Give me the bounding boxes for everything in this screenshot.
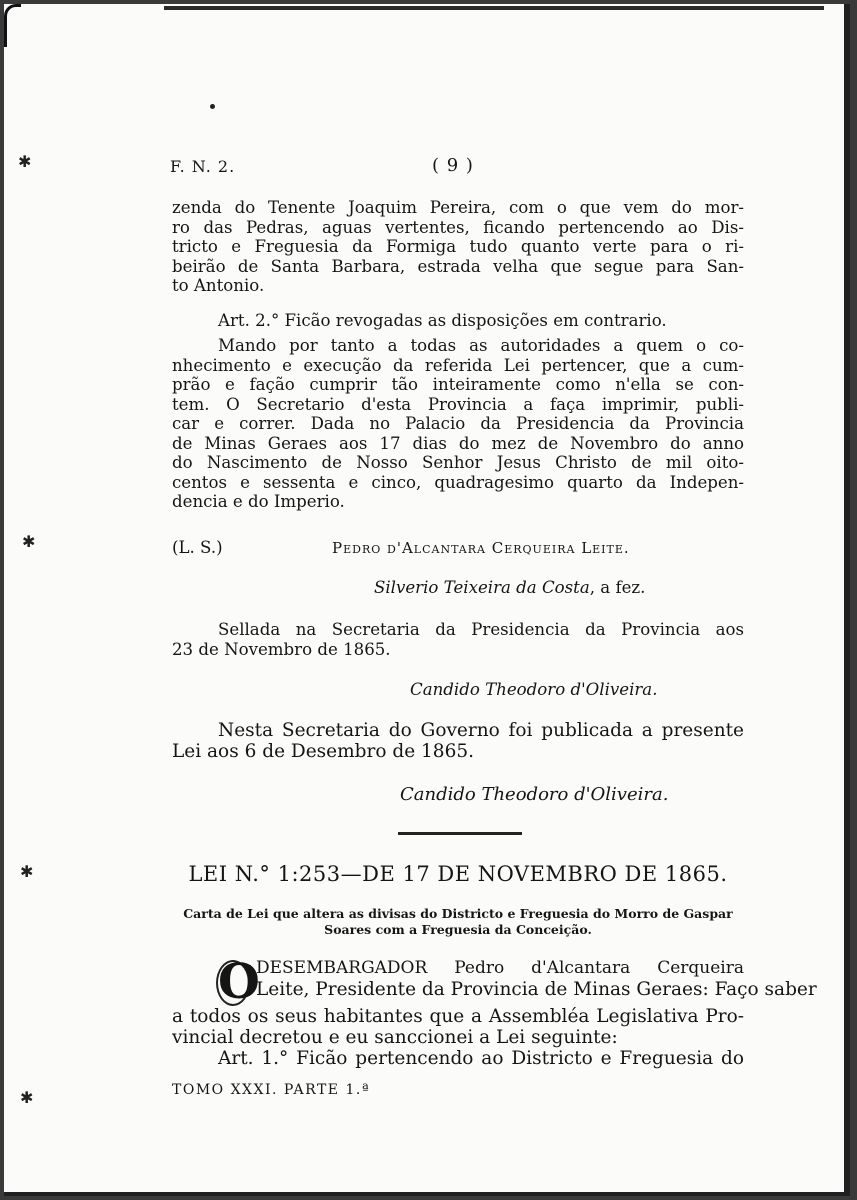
text-line: DESEMBARGADOR Pedro d'Alcantara Cerqueira: [256, 958, 744, 978]
margin-ink-mark: ✱: [20, 1088, 34, 1107]
text-line: ro das Pedras, aguas vertentes, ficando pertencendo ao Dis-: [172, 217, 744, 237]
text-line: vincial decretou e eu sanccionei a Lei seguinte:: [172, 1027, 618, 1048]
text-line: Mando por tanto a todas as autoridades a quem o co-: [218, 336, 744, 355]
publicada-paragraph: [172, 720, 744, 762]
law-title: LEI N.° 1:253—DE 17 DE NOVEMBRO DE 1865.: [188, 862, 728, 886]
page-footer: TOMO XXXI. PARTE 1.ª: [172, 1082, 370, 1098]
page-corner-mark: [4, 4, 21, 47]
text-line: prão e fação cumprir tão inteiramente como n'ella se con-: [172, 375, 744, 394]
signer-name: Candido Theodoro d'Oliveira.: [410, 680, 658, 699]
secretary-name: Silverio Teixeira da Costa: [374, 578, 590, 597]
text-line: zenda do Tenente Joaquim Pereira, com o que vem do mor-: [172, 198, 744, 217]
text-line: Leite, Presidente da Provincia de Minas Geraes: Faço saber: [256, 979, 817, 1000]
law-opening-paragraph: [172, 954, 817, 1069]
text-line: Art. 1.° Ficão pertencendo ao Districto e Freguesia do: [218, 1048, 744, 1069]
text-line: dencia e do Imperio.: [172, 492, 345, 511]
sellada-paragraph: [172, 620, 744, 659]
text-line: to Antonio.: [172, 276, 265, 295]
text-line: Nesta Secretaria do Governo foi publicada a presente: [218, 720, 744, 741]
signature-mark: F. N. 2.: [170, 157, 236, 176]
mando-paragraph: [172, 336, 744, 512]
text-line: de Minas Geraes aos 17 dias do mez de Novembro do anno: [172, 433, 744, 453]
summary-line: Carta de Lei que altera as divisas do Districto e Freguesia do Morro de Gaspar: [183, 906, 733, 921]
signer-name: Candido Theodoro d'Oliveira.: [400, 784, 669, 805]
governor-signature: [172, 538, 744, 557]
text-line: Art. 2.° Ficão revogadas as disposições em contrario.: [218, 311, 667, 330]
summary-line: Soares com a Freguesia da Conceição.: [324, 922, 592, 937]
text-line: tricto e Freguesia da Formiga tudo quanto verte para o ri-: [172, 237, 744, 256]
article-2: [172, 311, 744, 331]
text-line: 23 de Novembro de 1865.: [172, 639, 391, 659]
text-line: a todos os seus habitantes que a Assembléa Legislativa Pro-: [172, 1006, 744, 1027]
drop-cap: O: [218, 954, 260, 1010]
continuation-paragraph: [172, 198, 744, 296]
text-line: do Nascimento de Nosso Senhor Jesus Christo de mil oito-: [172, 453, 744, 472]
page-header: [170, 157, 740, 181]
margin-ink-mark: ✱: [20, 862, 34, 881]
text-line: tem. O Secretario d'esta Provincia a faça imprimir, publi-: [172, 394, 744, 414]
law-summary: [172, 906, 744, 938]
signer-name: Pedro d'Alcantara Cerqueira Leite.: [332, 539, 630, 557]
text-line: Sellada na Secretaria da Presidencia da Provincia aos: [218, 620, 744, 639]
section-divider: [398, 832, 522, 835]
text-line: centos e sessenta e cinco, quadragesimo quarto da Indepen-: [172, 472, 744, 492]
text-line: beirão de Santa Barbara, estrada velha que segue para San-: [172, 256, 744, 276]
margin-ink-mark: ✱: [22, 532, 36, 551]
text-line: car e correr. Dada no Palacio da Presidencia da Provincia: [172, 414, 744, 433]
seal-mark: (L. S.): [172, 538, 223, 557]
secretary-suffix: , a fez.: [589, 578, 646, 597]
text-line: Lei aos 6 de Desembro de 1865.: [172, 741, 474, 762]
top-border-line: [164, 6, 824, 10]
page-number: ( 9 ): [432, 155, 474, 176]
ink-dot: [210, 104, 215, 109]
text-line: nhecimento e execução da referida Lei pertencer, que a cum-: [172, 355, 744, 375]
margin-ink-mark: ✱: [18, 152, 32, 171]
